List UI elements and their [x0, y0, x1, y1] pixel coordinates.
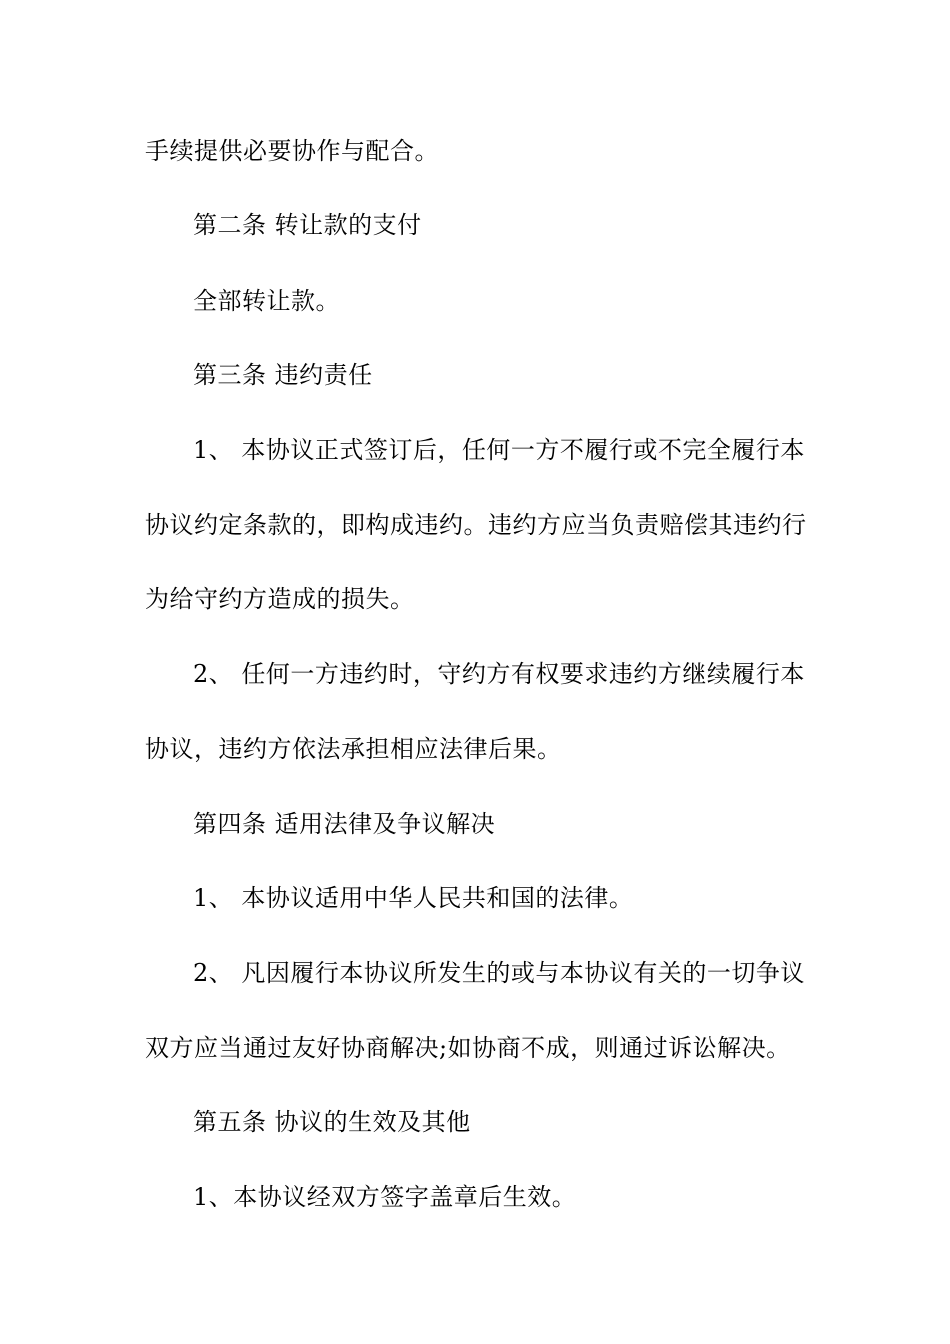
text-line: 全部转让款。 — [193, 287, 340, 315]
text-line: 1、 本协议正式签订后，任何一方不履行或不完全履行本 — [193, 436, 805, 464]
text-line: 1、本协议经双方签字盖章后生效。 — [193, 1183, 577, 1211]
article-heading: 第四条 适用法律及争议解决 — [193, 810, 496, 838]
text-line: 1、 本协议适用中华人民共和国的法律。 — [193, 884, 634, 912]
text-line: 2、 任何一方违约时，守约方有权要求违约方继续履行本 — [193, 660, 805, 688]
text-line: 为给守约方造成的损失。 — [145, 585, 415, 613]
article-heading: 第五条 协议的生效及其他 — [193, 1108, 471, 1136]
text-line: 协议约定条款的，即构成违约。违约方应当负责赔偿其违约行 — [145, 511, 807, 539]
text-line: 手续提供必要协作与配合。 — [145, 137, 439, 165]
article-heading: 第三条 违约责任 — [193, 361, 373, 389]
text-line: 2、 凡因履行本协议所发生的或与本协议有关的一切争议 — [193, 959, 805, 987]
text-line: 双方应当通过友好协商解决;如协商不成，则通过诉讼解决。 — [145, 1034, 791, 1062]
text-line: 协议，违约方依法承担相应法律后果。 — [145, 735, 562, 763]
article-heading: 第二条 转让款的支付 — [193, 211, 422, 239]
